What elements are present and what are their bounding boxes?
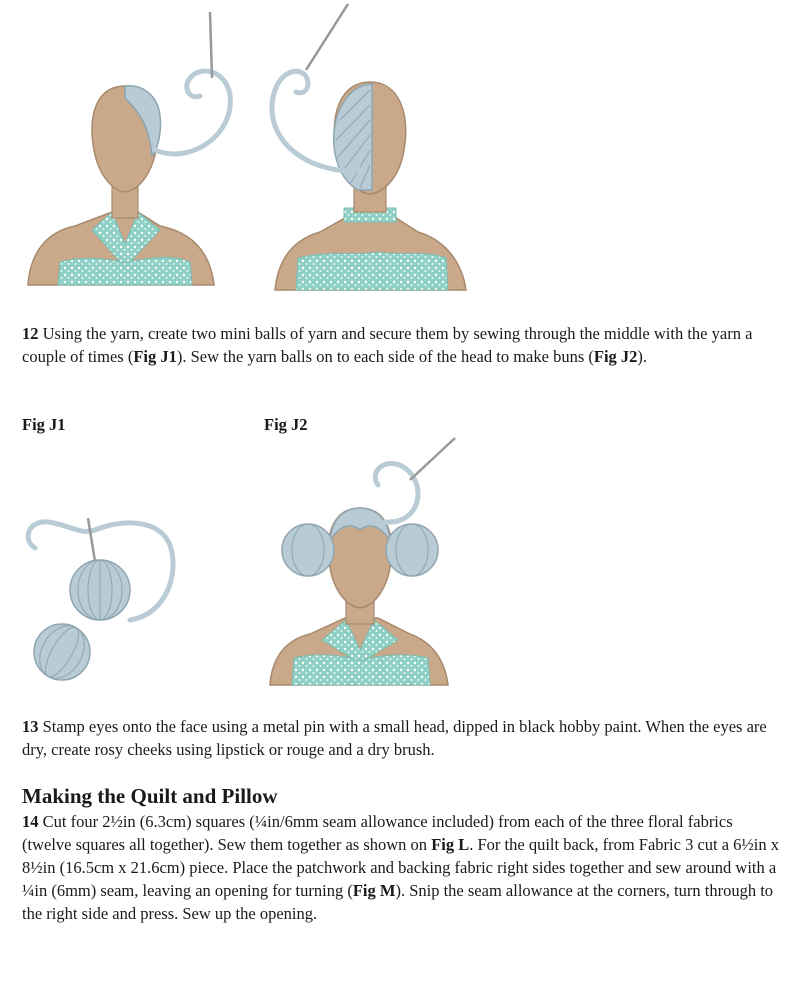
yarn-ball-icon [31, 618, 94, 686]
fig-ref-j2: Fig J2 [593, 347, 638, 366]
fig-j2-label: Fig J2 [264, 415, 308, 434]
yarn-ball-icon [70, 560, 130, 620]
fig-j1-label: Fig J1 [22, 415, 66, 434]
fig-ref-m: Fig M [352, 881, 396, 900]
fig-ref-l: Fig L [431, 835, 470, 854]
step-12-number: 12 [22, 324, 39, 343]
step-14-paragraph: 14 Cut four 2½in (6.3cm) squares (¼in/6mm seam allowance included) from each of the three floral fabrics (twelve squares all together). Sew them together as shown on Fig L. For the quilt back, from Fabric 3 cut a 6½in x 8½in (16.5cm x 21.6cm) piece. Place the patchwork and backing fabric right sides together and sew around with a ¼in (6mm) seam, leaving an opening for turning (Fig M). Snip the seam allowance at the corners, turn through to the right side and press. Sew up the opening. [22, 812, 780, 923]
step-12-paragraph: 12 Using the yarn, create two mini balls of yarn and secure them by sewing through the middle with the yarn a couple of times (Fig J1). Sew the yarn balls on to each side of the head to make buns (Fig J2). [22, 324, 753, 366]
doll-with-buns-figure [270, 438, 455, 685]
yarn-balls-figure [28, 518, 173, 686]
doll-back-figure [272, 4, 466, 290]
top-illustration [0, 0, 799, 300]
fig-ref-j1: Fig J1 [133, 347, 177, 366]
step-14-number: 14 [22, 812, 39, 831]
step-13-paragraph: 13 Stamp eyes onto the face using a metal pin with a small head, dipped in black hobby paint. When the eyes are dry, create rosy cheeks using lipstick or rouge and a dry brush. [22, 717, 767, 759]
fig-j-illustration [0, 430, 799, 700]
doll-front-figure [28, 12, 230, 285]
section-heading: Making the Quilt and Pillow [22, 784, 278, 808]
step-13-number: 13 [22, 717, 39, 736]
